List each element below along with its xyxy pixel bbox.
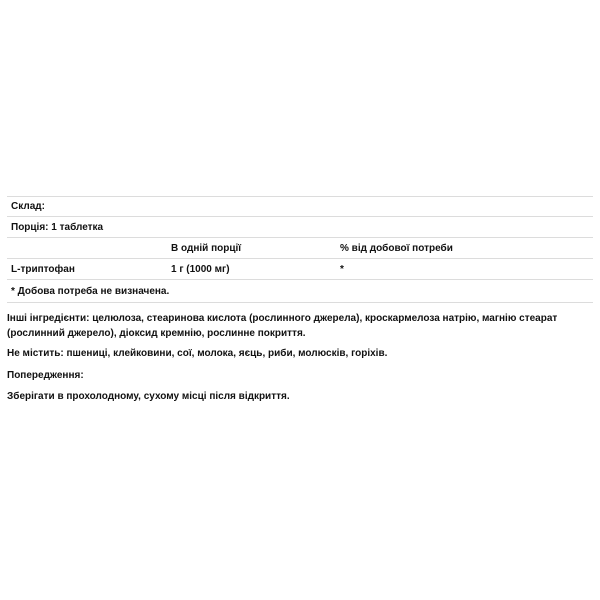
composition-title: Склад:	[11, 201, 45, 212]
storage-instructions: Зберігати в прохолодному, сухому місці після відкриття.	[7, 391, 290, 402]
footnote-row	[7, 280, 593, 303]
ingredient-amount: 1 г (1000 мг)	[171, 263, 230, 275]
ingredient-name: L-триптофан	[11, 263, 75, 275]
daily-value-footnote: * Добова потреба не визначена.	[11, 285, 170, 297]
table-header-row	[7, 238, 593, 259]
allergen-free-text: Не містить: пшениці, клейковини, сої, молока, яєць, риби, молюсків, горіхів.	[7, 348, 388, 359]
supplement-facts-table	[7, 196, 593, 303]
table-row	[7, 259, 593, 280]
serving-size-row	[7, 217, 593, 238]
serving-size: Порція: 1 таблетка	[11, 221, 104, 233]
header-per-serving: В одній порції	[171, 242, 242, 254]
other-ingredients-text: Інші інгредієнти: целюлоза, стеаринова кислота (рослинного джерела), кроскармелоза натрію, магнію стеарат (рослинний джерело), діоксид кремнію, рослинне покриття.	[7, 313, 558, 339]
table-title-row	[7, 196, 593, 217]
warnings-heading: Попередження:	[7, 370, 84, 381]
header-daily-value: % від добової потреби	[340, 242, 453, 254]
ingredient-daily-value: *	[340, 263, 344, 275]
